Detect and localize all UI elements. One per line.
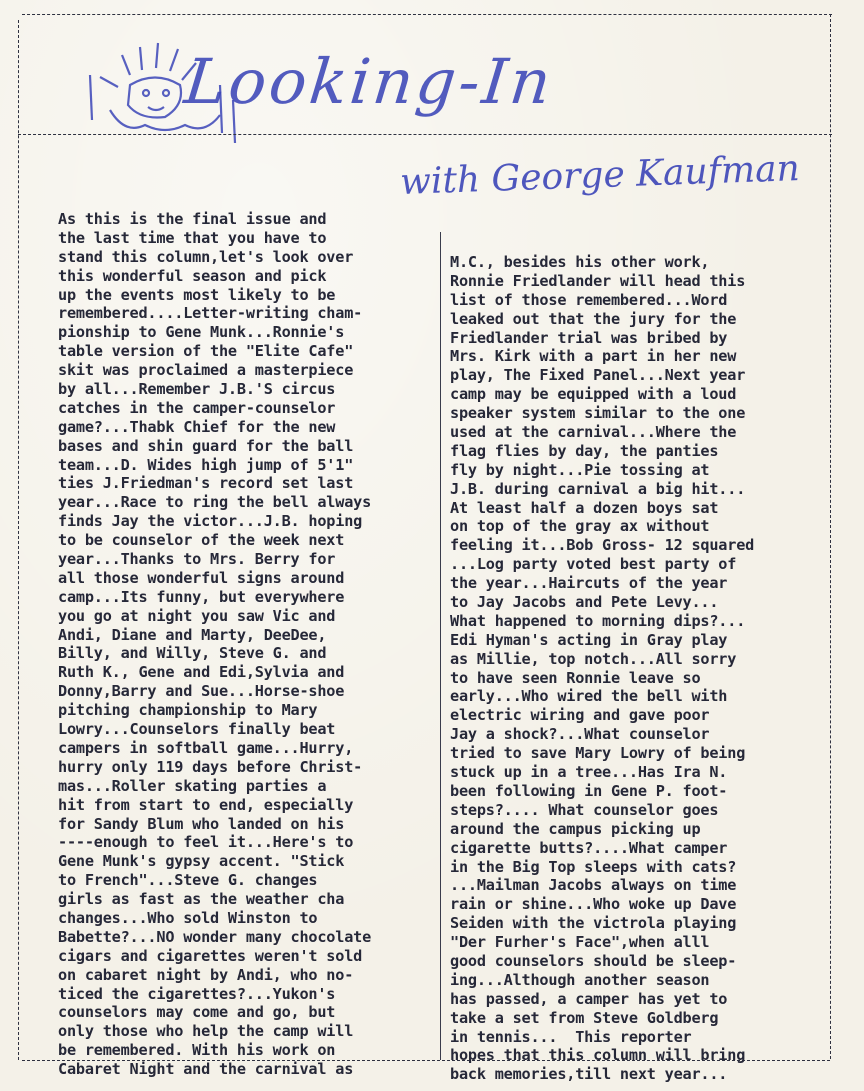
article-line: pitching championship to Mary	[58, 701, 318, 720]
article-line: flag flies by day, the panties	[450, 441, 719, 460]
article-line: ties J.Friedman's record set last	[58, 474, 354, 493]
article-line: up the events most likely to be	[58, 285, 336, 304]
article-line: be remembered. With his work on	[58, 1041, 336, 1060]
article-line: speaker system similar to the one	[450, 404, 746, 423]
article-line: What happened to morning dips?...	[450, 611, 746, 630]
article-line: leaked out that the jury for the	[450, 309, 737, 328]
article-line: to Jay Jacobs and Pete Levy...	[450, 593, 719, 612]
article-line: fly by night...Pie tossing at	[450, 460, 710, 479]
article-line: Gene Munk's gypsy accent. "Stick	[58, 852, 345, 871]
article-line: used at the carnival...Where the	[450, 423, 737, 442]
article-line: campers in softball game...Hurry,	[58, 738, 354, 757]
article-line: Babette?...NO wonder many chocolate	[58, 927, 372, 946]
article-line: Ronnie Friedlander will head this	[450, 271, 746, 290]
article-line: this wonderful season and pick	[58, 266, 327, 285]
article-line: Jay a shock?...What counselor	[450, 725, 710, 744]
article-line: J.B. during carnival a big hit...	[450, 479, 746, 498]
article-line: camp...Its funny, but everywhere	[58, 587, 345, 606]
article-line: ----enough to feel it...Here's to	[58, 833, 354, 852]
article-line: ticed the cigarettes?...Yukon's	[58, 984, 336, 1003]
article-line: M.C., besides his other work,	[450, 253, 710, 271]
article-line: has passed, a camper has yet to	[450, 989, 728, 1008]
masthead-byline: with George Kaufman	[399, 148, 801, 203]
article-line: only those who help the camp will	[58, 1022, 354, 1041]
article-line: good counselors should be sleep-	[450, 951, 737, 970]
article-line: tried to save Mary Lowry of being	[450, 744, 746, 763]
article-line: stand this column,let's look over	[58, 247, 354, 266]
article-line: girls as fast as the weather cha	[58, 890, 345, 909]
article-line: been following in Gene P. foot-	[450, 781, 728, 800]
article-line: to have seen Ronnie leave so	[450, 668, 701, 687]
article-line: play, The Fixed Panel...Next year	[450, 366, 746, 385]
article-line: remembered....Letter-writing cham-	[58, 304, 363, 323]
article-line: year...Race to ring the bell always	[58, 493, 372, 512]
article-line: Mrs. Kirk with a part in her new	[450, 347, 737, 366]
article-line: As this is the final issue and	[58, 210, 327, 228]
article-line: finds Jay the victor...J.B. hoping	[58, 512, 363, 531]
article-line: Donny,Barry and Sue...Horse-shoe	[58, 682, 345, 701]
article-line: "Der Furher's Face",when alll	[450, 933, 710, 952]
article-line: all those wonderful signs around	[58, 568, 345, 587]
article-line: back memories,till next year...	[450, 1065, 728, 1084]
article-line: by all...Remember J.B.'S circus	[58, 380, 336, 399]
article-line: Cabaret Night and the carnival as	[58, 1060, 354, 1079]
article-line: to French"...Steve G. changes	[58, 871, 318, 890]
header-rule	[18, 134, 832, 135]
masthead-title: Looking-In	[181, 45, 558, 118]
article-line: rain or shine...Who woke up Dave	[450, 895, 737, 914]
article-line: At least half a dozen boys sat	[450, 498, 719, 517]
article-line: pionship to Gene Munk...Ronnie's	[58, 323, 345, 342]
article-line: early...Who wired the bell with	[450, 687, 728, 706]
article-line: Seiden with the victrola playing	[450, 914, 737, 933]
article-line: ...Log party voted best party of	[450, 555, 737, 574]
article-line: hit from start to end, especially	[58, 795, 354, 814]
article-line: cigars and cigarettes weren't sold	[58, 946, 363, 965]
article-line: feeling it...Bob Gross- 12 squared	[450, 536, 755, 555]
article-line: cigarette butts?....What camper	[450, 838, 728, 857]
article-line: mas...Roller skating parties a	[58, 776, 327, 795]
article-line: counselors may come and go, but	[58, 1003, 336, 1022]
article-column-left	[58, 210, 371, 1079]
article-line: steps?.... What counselor goes	[450, 800, 719, 819]
typed-border-right	[830, 14, 831, 1059]
article-line: around the campus picking up	[450, 819, 701, 838]
article-line: catches in the camper-counselor	[58, 398, 336, 417]
typed-border-top	[22, 14, 832, 15]
article-line: Andi, Diane and Marty, DeeDee,	[58, 625, 327, 644]
article-line: ...Mailman Jacobs always on time	[450, 876, 737, 895]
article-line: list of those remembered...Word	[450, 290, 728, 309]
article-line: take a set from Steve Goldberg	[450, 1008, 719, 1027]
article-line: Ruth K., Gene and Edi,Sylvia and	[58, 663, 345, 682]
article-line: to be counselor of the week next	[58, 531, 345, 550]
article-line: year...Thanks to Mrs. Berry for	[58, 550, 336, 569]
article-line: team...D. Wides high jump of 5'1"	[58, 455, 354, 474]
article-line: on cabaret night by Andi, who no-	[58, 965, 354, 984]
article-line: hurry only 119 days before Christ-	[58, 757, 363, 776]
article-line: the last time that you have to	[58, 228, 327, 247]
typed-border-left	[18, 20, 19, 1060]
article-line: hopes that this column will bring	[450, 1046, 746, 1065]
article-line: on top of the gray ax without	[450, 517, 710, 536]
article-line: table version of the "Elite Cafe"	[58, 342, 354, 361]
article-line: Lowry...Counselors finally beat	[58, 720, 336, 739]
article-line: in tennis... This reporter	[450, 1027, 692, 1046]
article-line: Friedlander trial was bribed by	[450, 328, 728, 347]
article-line: you go at night you saw Vic and	[58, 606, 336, 625]
article-line: changes...Who sold Winston to	[58, 908, 318, 927]
article-line: bases and shin guard for the ball	[58, 436, 354, 455]
article-line: for Sandy Blum who landed on his	[58, 814, 345, 833]
article-line: the year...Haircuts of the year	[450, 574, 728, 593]
article-line: as Millie, top notch...All sorry	[450, 649, 737, 668]
article-line: camp may be equipped with a loud	[450, 385, 737, 404]
article-line: stuck up in a tree...Has Ira N.	[450, 763, 728, 782]
article-line: Billy, and Willy, Steve G. and	[58, 644, 327, 663]
article-line: skit was proclaimed a masterpiece	[58, 361, 354, 380]
article-line: electric wiring and gave poor	[450, 706, 710, 725]
article-line: Edi Hyman's acting in Gray play	[450, 630, 728, 649]
column-divider	[440, 232, 441, 1060]
article-column-right	[450, 253, 754, 1084]
article-line: in the Big Top sleeps with cats?	[450, 857, 737, 876]
article-line: game?...Thabk Chief for the new	[58, 417, 336, 436]
article-line: ing...Although another season	[450, 970, 710, 989]
